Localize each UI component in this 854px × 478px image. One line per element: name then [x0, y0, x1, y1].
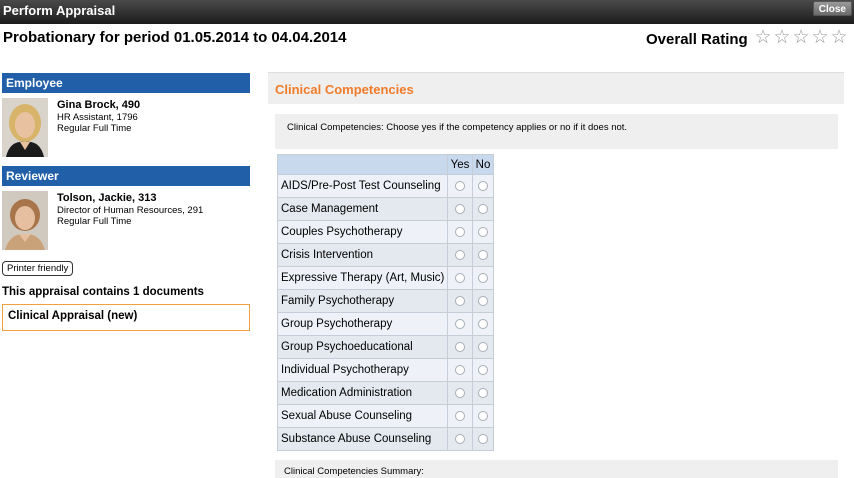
competency-label: Crisis Intervention [278, 244, 448, 267]
reviewer-avatar [2, 191, 48, 250]
competencies-summary-box [275, 460, 838, 478]
title-bar [0, 0, 854, 24]
no-cell [473, 428, 494, 451]
employee-status: Regular Full Time [57, 123, 132, 134]
yes-radio[interactable] [455, 181, 465, 191]
no-cell [473, 359, 494, 382]
yes-radio[interactable] [455, 342, 465, 352]
table-row [278, 313, 494, 336]
star-icon[interactable]: ☆ [773, 27, 791, 48]
yes-cell [448, 244, 473, 267]
competencies-panel-header [268, 72, 844, 104]
no-cell [473, 221, 494, 244]
competencies-instructions-box [275, 114, 838, 149]
competency-label: Substance Abuse Counseling [278, 428, 448, 451]
overall-rating-stars[interactable] [754, 28, 848, 48]
star-icon[interactable]: ☆ [792, 27, 810, 48]
yes-cell [448, 290, 473, 313]
competencies-heading: Clinical Competencies [275, 82, 414, 97]
window-title: Perform Appraisal [3, 3, 116, 18]
yes-radio[interactable] [455, 365, 465, 375]
yes-radio[interactable] [455, 204, 465, 214]
yes-radio[interactable] [455, 319, 465, 329]
competency-label: Medication Administration [278, 382, 448, 405]
reviewer-status: Regular Full Time [57, 216, 132, 227]
no-radio[interactable] [478, 388, 488, 398]
yes-cell [448, 428, 473, 451]
document-item[interactable]: Clinical Appraisal (new) [2, 304, 250, 331]
employee-name: Gina Brock, 490 [57, 99, 141, 111]
column-header-yes: Yes [448, 155, 473, 175]
yes-radio[interactable] [455, 273, 465, 283]
no-cell [473, 382, 494, 405]
competency-label: Group Psychotherapy [278, 313, 448, 336]
competency-label: Couples Psychotherapy [278, 221, 448, 244]
yes-cell [448, 313, 473, 336]
table-row [278, 221, 494, 244]
overall-rating-label: Overall Rating [646, 31, 748, 48]
star-icon[interactable]: ☆ [811, 27, 829, 48]
yes-cell [448, 382, 473, 405]
table-row [278, 290, 494, 313]
appraisal-period: Probationary for period 01.05.2014 to 04.04.2014 [3, 29, 347, 46]
yes-cell [448, 267, 473, 290]
table-row [278, 267, 494, 290]
competencies-instructions: Clinical Competencies: Choose yes if the competency applies or no if it does not. [287, 122, 628, 133]
competency-label: Individual Psychotherapy [278, 359, 448, 382]
documents-count-text: This appraisal contains 1 documents [2, 286, 204, 298]
table-row [278, 198, 494, 221]
table-header-blank [278, 155, 448, 175]
no-radio[interactable] [478, 319, 488, 329]
yes-cell [448, 359, 473, 382]
yes-cell [448, 405, 473, 428]
yes-radio[interactable] [455, 227, 465, 237]
table-row [278, 405, 494, 428]
no-radio[interactable] [478, 411, 488, 421]
star-icon[interactable]: ☆ [830, 27, 848, 48]
no-radio[interactable] [478, 273, 488, 283]
table-row [278, 244, 494, 267]
no-radio[interactable] [478, 434, 488, 444]
reviewer-name: Tolson, Jackie, 313 [57, 192, 157, 204]
competency-label: Expressive Therapy (Art, Music) [278, 267, 448, 290]
no-radio[interactable] [478, 204, 488, 214]
reviewer-section-header: Reviewer [2, 166, 250, 186]
competency-label: Case Management [278, 198, 448, 221]
no-cell [473, 290, 494, 313]
table-row [278, 359, 494, 382]
printer-friendly-button[interactable]: Printer friendly [2, 261, 73, 276]
no-cell [473, 244, 494, 267]
employee-section-header: Employee [2, 73, 250, 93]
yes-cell [448, 336, 473, 359]
yes-radio[interactable] [455, 434, 465, 444]
competency-label: AIDS/Pre-Post Test Counseling [278, 175, 448, 198]
competency-label: Family Psychotherapy [278, 290, 448, 313]
star-icon[interactable]: ☆ [754, 27, 772, 48]
no-cell [473, 198, 494, 221]
yes-cell [448, 198, 473, 221]
table-row [278, 428, 494, 451]
reviewer-title: Director of Human Resources, 291 [57, 205, 204, 216]
no-radio[interactable] [478, 342, 488, 352]
no-radio[interactable] [478, 227, 488, 237]
no-cell [473, 405, 494, 428]
competencies-table [277, 154, 494, 451]
no-cell [473, 336, 494, 359]
table-row [278, 336, 494, 359]
competency-label: Sexual Abuse Counseling [278, 405, 448, 428]
no-radio[interactable] [478, 250, 488, 260]
no-radio[interactable] [478, 181, 488, 191]
employee-title: HR Assistant, 1796 [57, 112, 138, 123]
competency-label: Group Psychoeducational [278, 336, 448, 359]
column-header-no: No [473, 155, 494, 175]
table-row [278, 382, 494, 405]
yes-cell [448, 175, 473, 198]
table-row [278, 175, 494, 198]
yes-radio[interactable] [455, 296, 465, 306]
competencies-summary-label: Clinical Competencies Summary: [284, 466, 424, 477]
yes-cell [448, 221, 473, 244]
close-button[interactable]: Close [813, 1, 852, 16]
no-cell [473, 267, 494, 290]
yes-radio[interactable] [455, 250, 465, 260]
no-radio[interactable] [478, 296, 488, 306]
no-cell [473, 175, 494, 198]
yes-radio[interactable] [455, 388, 465, 398]
no-radio[interactable] [478, 365, 488, 375]
employee-avatar [2, 98, 48, 157]
yes-radio[interactable] [455, 411, 465, 421]
no-cell [473, 313, 494, 336]
